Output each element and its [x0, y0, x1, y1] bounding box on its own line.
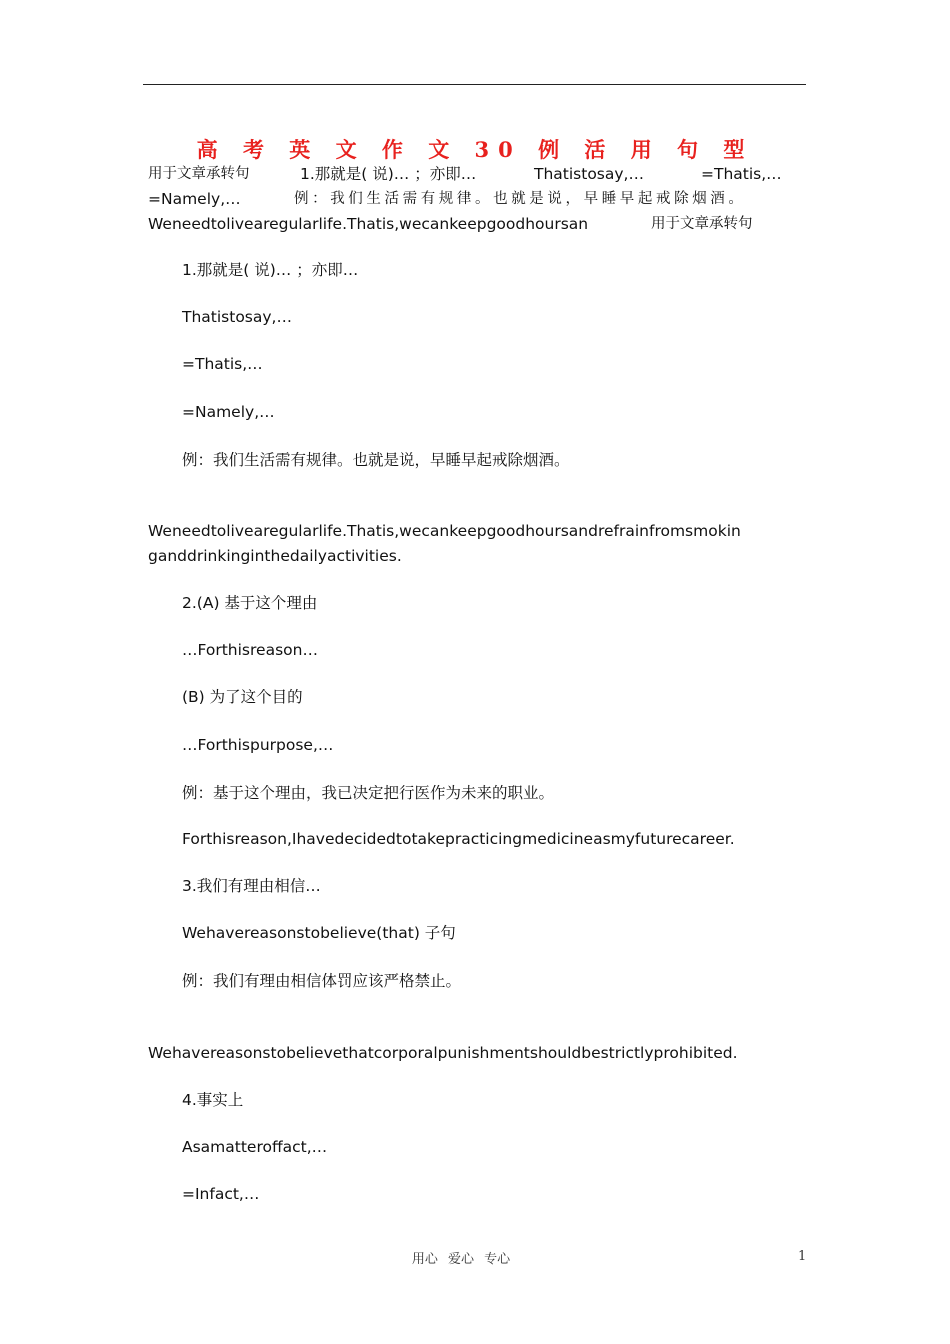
- body-line: …Forthispurpose,…: [182, 736, 334, 754]
- body-line: Wehavereasonstobelieve(that) 子句: [182, 924, 456, 942]
- body-line: 例：我们有理由相信体罚应该严格禁止。: [182, 972, 462, 990]
- page-number: 1: [798, 1249, 807, 1264]
- header-rule: [143, 84, 806, 85]
- summary-paragraph: [148, 162, 793, 237]
- body-line: =Thatis,…: [182, 355, 263, 373]
- body-line: Wehavereasonstobelievethatcorporalpunishmentshouldbestrictlyprohibited.: [148, 1044, 738, 1062]
- body-line: 例：我们生活需有规律。也就是说，早睡早起戒除烟酒。: [182, 451, 570, 469]
- footer-motto: 用心 爱心 专心: [411, 1252, 511, 1267]
- summary-row-3: [148, 212, 793, 237]
- body-line: 1.那就是( 说)… ；亦即…: [182, 261, 359, 279]
- summary-text: 例：我们生活需有规律。也就是说，早睡早起戒除烟酒。: [294, 191, 747, 207]
- summary-row-2: [148, 187, 793, 212]
- body-line: Forthisreason,Ihavedecidedtotakepracticingmedicineasmyfuturecareer.: [182, 830, 735, 848]
- body-line: …Forthisreason…: [182, 641, 318, 659]
- summary-text: Weneedtolivearegularlife.Thatis,wecankeepgoodhoursan: [148, 215, 589, 233]
- summary-text: 用于文章承转句: [651, 216, 753, 232]
- body-line: =Namely,…: [182, 403, 275, 421]
- body-line: 2.(A) 基于这个理由: [182, 594, 318, 612]
- body-line: 3.我们有理由相信…: [182, 877, 321, 895]
- summary-text: 用于文章承转句: [148, 166, 250, 182]
- summary-text: =Thatis,…: [701, 165, 782, 183]
- summary-text: 1.那就是( 说)… ；亦即…: [300, 165, 477, 183]
- body-line: Asamatteroffact,…: [182, 1138, 328, 1156]
- body-line: 4.事实上: [182, 1091, 244, 1109]
- summary-row-1: [148, 162, 793, 187]
- summary-text: =Namely,…: [148, 190, 241, 208]
- body-line: (B) 为了这个目的: [182, 688, 303, 706]
- body-line: =Infact,…: [182, 1185, 260, 1203]
- body-line: ganddrinkinginthedailyactivities.: [148, 547, 402, 565]
- body-line: Weneedtolivearegularlife.Thatis,wecankeepgoodhoursandrefrainfromsmokin: [148, 522, 741, 540]
- summary-text: Thatistosay,…: [534, 165, 644, 183]
- document-title: 高 考 英 文 作 文 30 例 活 用 句 型: [196, 137, 754, 162]
- body-line: Thatistosay,…: [182, 308, 292, 326]
- body-line: 例：基于这个理由，我已决定把行医作为未来的职业。: [182, 784, 555, 802]
